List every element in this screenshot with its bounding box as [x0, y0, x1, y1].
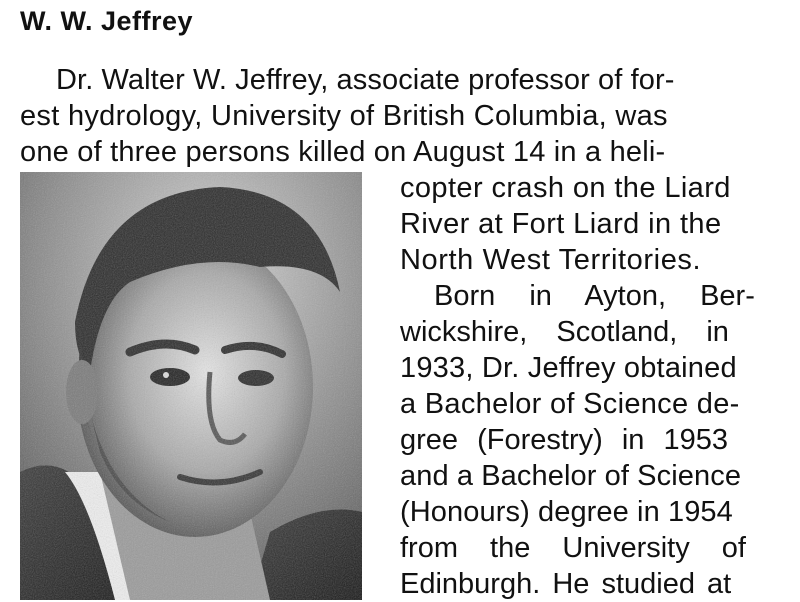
body-line-11: gree (Forestry) in 1953	[400, 424, 728, 456]
portrait-image	[20, 172, 362, 600]
body-line-1: Dr. Walter W. Jeffrey, associate professor of for-	[56, 64, 675, 96]
body-line-9: 1933, Dr. Jeffrey obtained	[400, 352, 737, 384]
body-line-14: from the University of	[400, 532, 746, 564]
portrait-photo	[20, 172, 362, 600]
body-line-12: and a Bachelor of Science	[400, 460, 742, 492]
body-line-2: est hydrology, University of British Columbia, was	[20, 100, 668, 132]
body-line-7: Born in Ayton, Ber-	[434, 280, 755, 312]
body-line-13: (Honours) degree in 1954	[400, 496, 733, 528]
body-line-4: copter crash on the Liard	[400, 172, 731, 204]
body-line-6: North West Territories.	[400, 244, 702, 276]
body-line-3: one of three persons killed on August 14 in a heli-	[20, 136, 666, 168]
body-line-5: River at Fort Liard in the	[400, 208, 722, 240]
obituary-heading: W. W. Jeffrey	[20, 6, 194, 36]
body-line-10: a Bachelor of Science de-	[400, 388, 740, 420]
body-line-8: wickshire, Scotland, in	[400, 316, 729, 348]
body-line-15: Edinburgh. He studied at	[400, 568, 732, 600]
